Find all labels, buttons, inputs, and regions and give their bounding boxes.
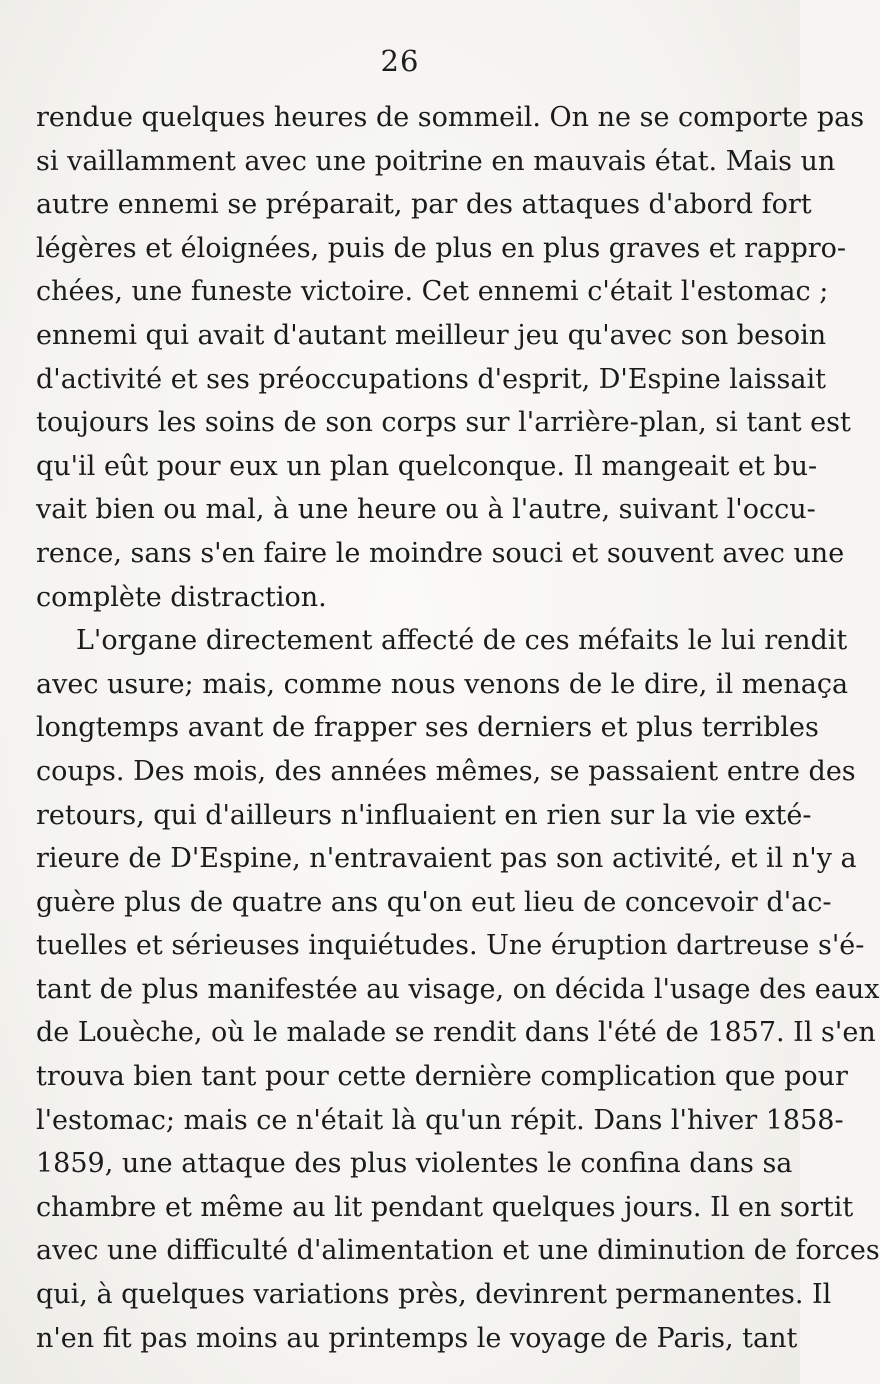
text-line: l'estomac; mais ce n'était là qu'un répit. Dans l'hiver 1858- [36, 1104, 844, 1136]
paragraph-first-line: L'organe directement affecté de ces méfaits le lui rendit [76, 625, 848, 657]
text-line: longtemps avant de frapper ses derniers et plus terribles [36, 712, 819, 744]
text-line: guère plus de quatre ans qu'on eut lieu de concevoir d'ac- [36, 886, 832, 918]
text-line: ennemi qui avait d'autant meilleur jeu qu'avec son besoin [36, 319, 827, 351]
page-number: 26 [380, 44, 420, 78]
text-line: toujours les soins de son corps sur l'arrière-plan, si tant est [36, 407, 851, 439]
text-line: rieure de D'Espine, n'entravaient pas son activité, et il n'y a [36, 843, 857, 875]
text-line: tuelles et sérieuses inquiétudes. Une éruption dartreuse s'é- [36, 930, 865, 962]
body-text [36, 96, 880, 1360]
text-line: légères et éloignées, puis de plus en plus graves et rappro- [36, 232, 847, 264]
text-line: si vaillamment avec une poitrine en mauvais état. Mais un [36, 145, 836, 177]
text-line: d'activité et ses préoccupations d'esprit, D'Espine laissait [36, 363, 826, 395]
text-line: avec une difficulté d'alimentation et une diminution de forces [36, 1235, 880, 1267]
text-line: tant de plus manifestée au visage, on décida l'usage des eaux [36, 973, 880, 1005]
text-line: de Louèche, où le malade se rendit dans l'été de 1857. Il s'en [36, 1017, 876, 1049]
text-line: rendue quelques heures de sommeil. On ne se comporte pas [36, 102, 865, 133]
text-line: trouva bien tant pour cette dernière complication que pour [36, 1061, 848, 1093]
text-line: rence, sans s'en faire le moindre souci et souvent avec une [36, 537, 845, 569]
text-line: 1859, une attaque des plus violentes le confina dans sa [36, 1148, 793, 1180]
text-line: qu'il eût pour eux un plan quelconque. Il mangeait et bu- [36, 450, 818, 482]
text-line: qui, à quelques variations près, devinrent permanentes. Il [36, 1279, 832, 1311]
text-line: n'en fit pas moins au printemps le voyage de Paris, tant [36, 1322, 798, 1354]
text-line: autre ennemi se préparait, par des attaques d'abord fort [36, 189, 812, 221]
text-line: vait bien ou mal, à une heure ou à l'autre, suivant l'occu- [36, 494, 816, 526]
text-line: complète distraction. [36, 581, 327, 613]
text-line: chées, une funeste victoire. Cet ennemi c'était l'estomac ; [36, 276, 829, 308]
text-line: avec usure; mais, comme nous venons de le dire, il menaça [36, 668, 849, 700]
text-line: retours, qui d'ailleurs n'influaient en rien sur la vie exté- [36, 799, 812, 831]
text-line: coups. Des mois, des années mêmes, se passaient entre des [36, 755, 856, 787]
text-line: chambre et même au lit pendant quelques jours. Il en sortit [36, 1191, 854, 1223]
